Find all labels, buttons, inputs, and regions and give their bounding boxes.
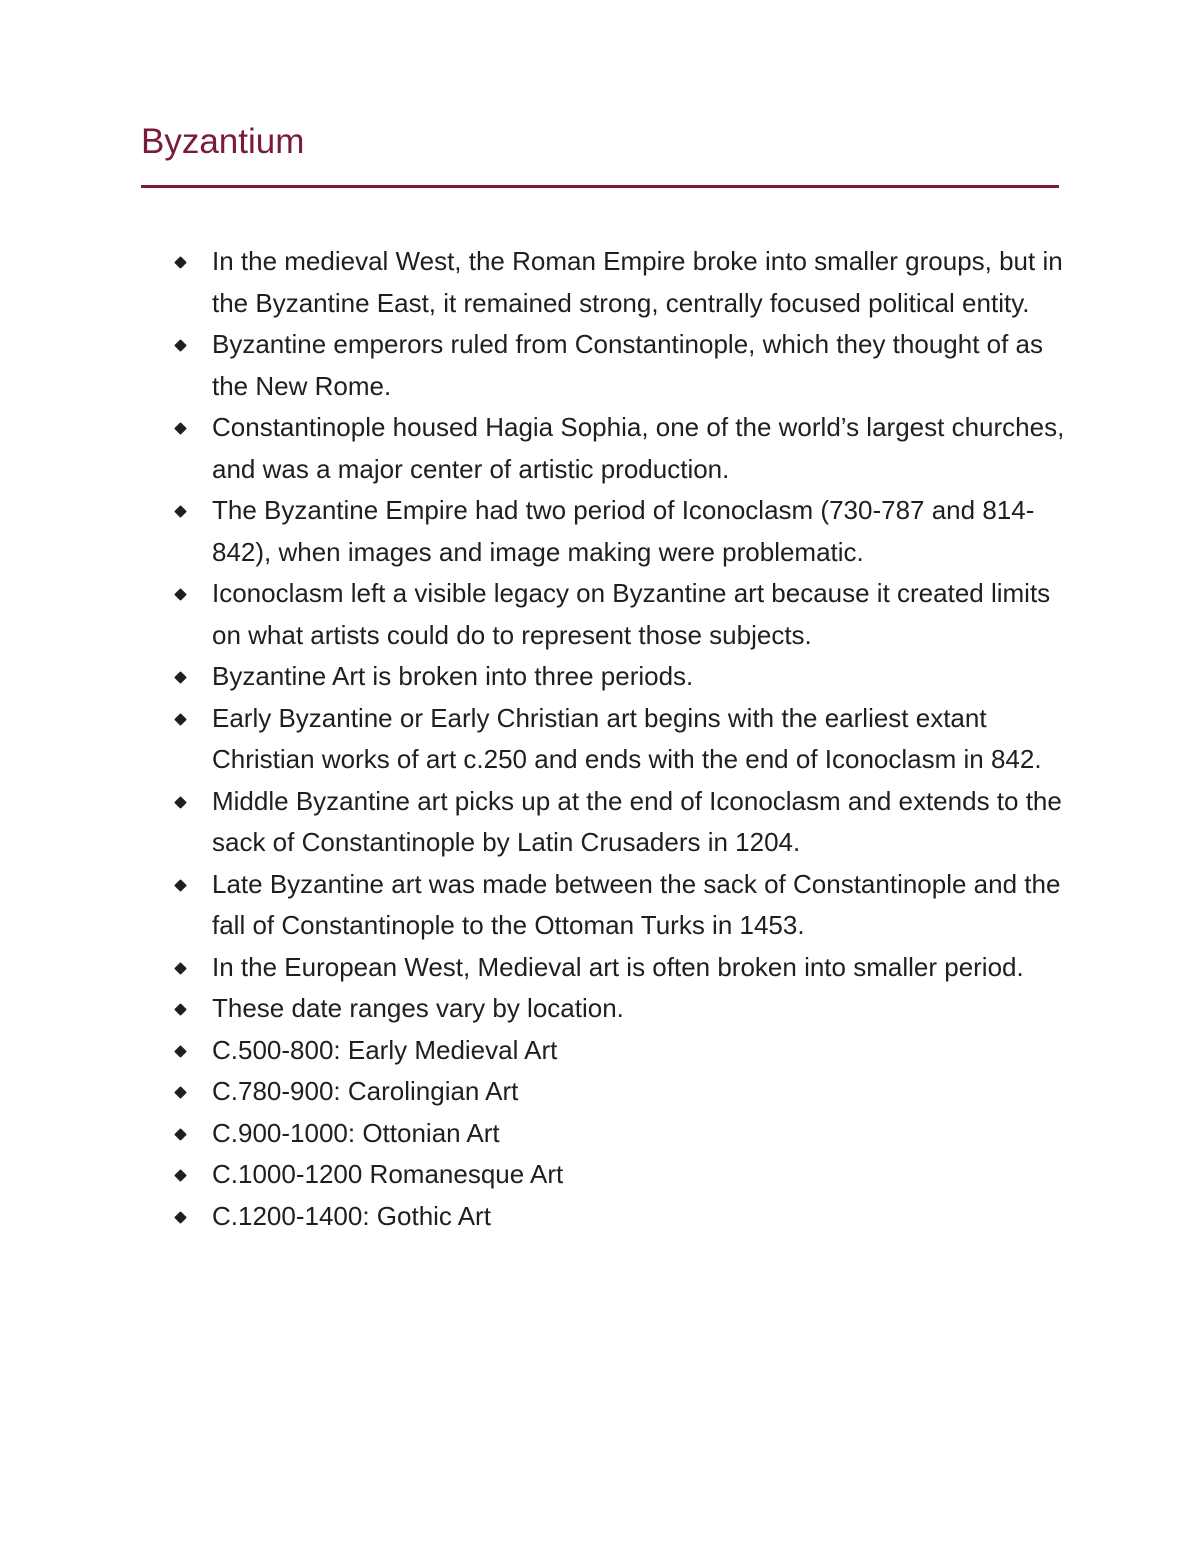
diamond-bullet-icon — [174, 1086, 187, 1099]
diamond-bullet-icon — [174, 1128, 187, 1141]
diamond-bullet-icon — [174, 879, 187, 892]
diamond-bullet-icon — [174, 588, 187, 601]
list-item-text: Byzantine emperors ruled from Constantinople, which they thought of as the New Rome. — [212, 329, 1044, 401]
list-item-text: In the European West, Medieval art is often broken into smaller period. — [212, 951, 1024, 982]
diamond-bullet-icon — [174, 422, 187, 435]
diamond-bullet-icon — [174, 505, 187, 518]
diamond-bullet-icon — [174, 1003, 187, 1016]
list-item — [0, 1196, 1072, 1238]
diamond-bullet-icon — [174, 1211, 187, 1224]
diamond-bullet-icon — [174, 713, 187, 726]
list-item — [0, 490, 1072, 573]
list-item — [0, 781, 1072, 864]
list-item-text: C.780-900: Carolingian Art — [212, 1076, 519, 1106]
list-item — [0, 988, 1072, 1030]
list-item — [0, 864, 1072, 947]
list-item — [0, 1030, 1072, 1072]
list-item-text: Iconoclasm left a visible legacy on Byzantine art because it created limits on what artists could do to represent those subjects. — [212, 578, 1051, 650]
page-title: Byzantium — [141, 122, 305, 161]
list-item — [0, 573, 1072, 656]
list-item — [0, 947, 1072, 989]
diamond-bullet-icon — [174, 1169, 187, 1182]
list-item-text: Late Byzantine art was made between the sack of Constantinople and the fall of Constantinople to the Ottoman Turks in 1453. — [212, 868, 1061, 940]
list-item-text: C.1200-1400: Gothic Art — [212, 1200, 491, 1231]
list-item-text: Constantinople housed Hagia Sophia, one of the world’s largest churches, and was a major center of artistic production. — [212, 412, 1065, 484]
diamond-bullet-icon — [174, 962, 187, 975]
list-item — [0, 407, 1072, 490]
list-item-text: C.900-1000: Ottonian Art — [212, 1117, 500, 1148]
list-item — [0, 324, 1072, 407]
diamond-bullet-icon — [174, 256, 187, 269]
list-item-text: C.500-800: Early Medieval Art — [212, 1034, 558, 1065]
list-item — [0, 241, 1072, 324]
diamond-bullet-icon — [174, 1045, 187, 1058]
list-item-text: In the medieval West, the Roman Empire broke into smaller groups, but in the Byzantine East, it remained strong, centrally focused political entity. — [212, 246, 1063, 318]
list-item — [0, 1113, 1072, 1155]
bullet-list — [0, 241, 1072, 1237]
list-item-text: Early Byzantine or Early Christian art begins with the earliest extant Christian works of art c.250 and ends with the end of Iconoclasm in 842. — [212, 702, 1042, 774]
list-item — [0, 1154, 1072, 1196]
list-item-text: C.1000-1200 Romanesque Art — [212, 1159, 564, 1189]
list-item — [0, 1071, 1072, 1113]
diamond-bullet-icon — [174, 796, 187, 809]
title-divider — [141, 185, 1059, 188]
list-item-text: Middle Byzantine art picks up at the end of Iconoclasm and extends to the sack of Constantinople by Latin Crusaders in 1204. — [212, 785, 1062, 857]
diamond-bullet-icon — [174, 671, 187, 684]
list-item-text: The Byzantine Empire had two period of Iconoclasm (730-787 and 814-842), when images and image making were problematic. — [212, 495, 1035, 567]
list-item-text: These date ranges vary by location. — [212, 993, 624, 1023]
list-item — [0, 656, 1072, 698]
list-item-text: Byzantine Art is broken into three periods. — [212, 661, 694, 691]
diamond-bullet-icon — [174, 339, 187, 352]
list-item — [0, 698, 1072, 781]
